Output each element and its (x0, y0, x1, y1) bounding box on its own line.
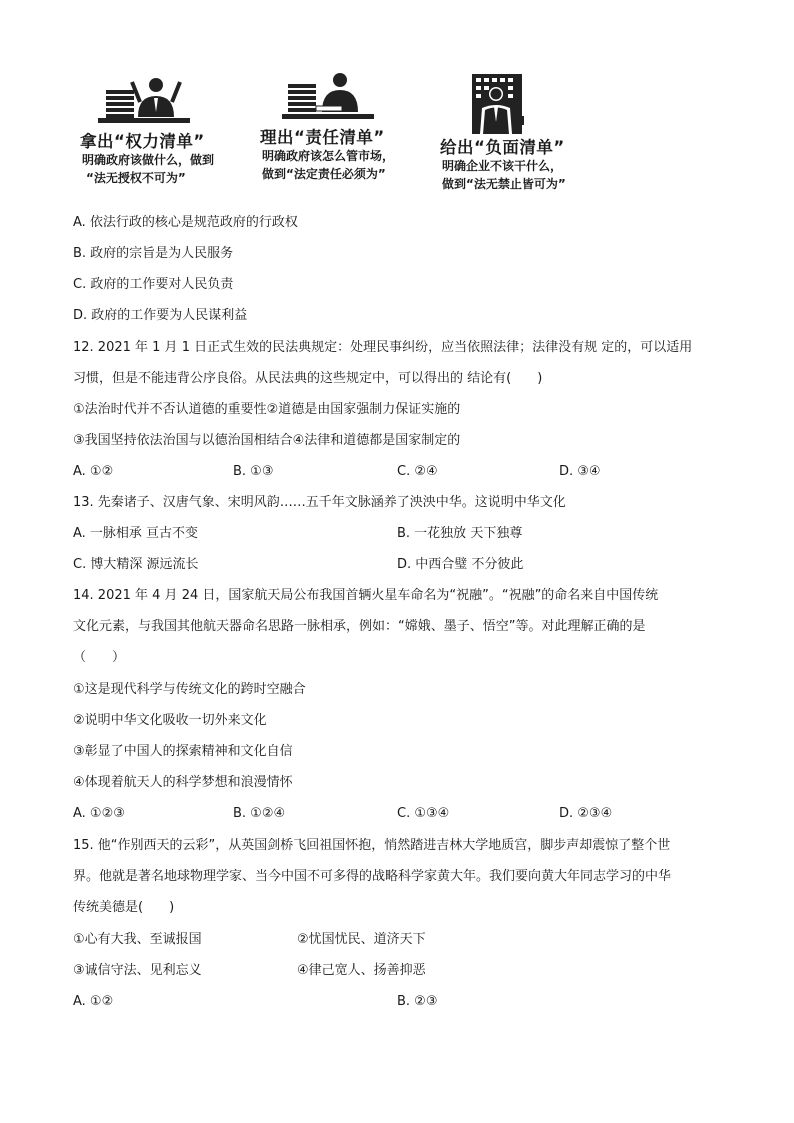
person-at-desk-icon (256, 72, 431, 132)
q14-statement-3: ③彰显了中国人的探索精神和文化自信 (73, 744, 293, 759)
q12-stem-line-1: 12. 2021 年 1 月 1 日正式生效的民法典规定：处理民事纠纷，应当依照法律；法律没有规 定的，可以适用 (73, 340, 693, 355)
q15-stem-line-3: 传统美德是( ) (73, 900, 175, 915)
panel-power-list (76, 72, 251, 196)
panel-title: 给出“负面清单” (440, 138, 565, 157)
q13-option-b: B. 一花独放 天下独尊 (397, 526, 523, 541)
panel-desc-1: 明确政府该怎么管市场， (262, 149, 395, 163)
panel-title: 拿出“权力清单” (80, 132, 205, 151)
illustration-strip (76, 72, 596, 196)
q14-option-b: B. ①②④ (233, 806, 286, 821)
q14-option-c: C. ①③④ (397, 806, 450, 821)
q14-stem-line-3: （ ） (73, 650, 126, 665)
q15-stem-line-2: 界。他就是著名地球物理学家、当今中国不可多得的战略科学家黄大年。我们要向黄大年同志学习的中华 (73, 869, 672, 884)
q11-option-c: C. 政府的工作要对人民负责 (73, 277, 234, 292)
panel-title: 理出“责任清单” (260, 128, 385, 147)
q12-stem-line-2: 习惯，但是不能违背公序良俗。从民法典的这些规定中，可以得出的 结论有( ) (73, 371, 543, 386)
q15-statement-4: ④律己宽人、扬善抑恶 (297, 963, 426, 978)
q15-option-b: B. ②③ (397, 994, 438, 1009)
q15-statement-2: ②忧国忧民、道济天下 (297, 932, 426, 947)
q14-statement-2: ②说明中华文化吸收一切外来文化 (73, 713, 267, 728)
panel-desc-2: “法无授权不可为” (86, 171, 186, 185)
q13-option-d: D. 中西合璧 不分彼此 (397, 557, 524, 572)
q12-option-c: C. ②④ (397, 464, 438, 479)
q13-stem: 13. 先秦诸子、汉唐气象、宋明风韵……五千年文脉涵养了泱泱中华。这说明中华文化 (73, 495, 566, 510)
q11-option-b: B. 政府的宗旨是为人民服务 (73, 246, 234, 261)
q15-option-a: A. ①② (73, 994, 114, 1009)
panel-desc-2: 做到“法无禁止皆可为” (442, 177, 566, 191)
businessman-building-icon (436, 72, 601, 134)
q14-option-a: A. ①②③ (73, 806, 125, 821)
q14-statement-4: ④体现着航天人的科学梦想和浪漫情怀 (73, 775, 293, 790)
q14-stem-line-1: 14. 2021 年 4 月 24 日，国家航天局公布我国首辆火星车命名为“祝融”。“祝融”的命名来自中国传统 (73, 588, 659, 603)
panel-desc-2: 做到“法定责任必须为” (262, 167, 386, 181)
panel-negative-list (436, 72, 601, 196)
q14-option-d: D. ②③④ (559, 806, 613, 821)
q12-statements-2: ③我国坚持依法治国与以德治国相结合④法律和道德都是国家制定的 (73, 433, 461, 448)
q11-option-d: D. 政府的工作要为人民谋利益 (73, 308, 248, 323)
q12-option-a: A. ①② (73, 464, 114, 479)
q15-statement-1: ①心有大我、至诚报国 (73, 932, 202, 947)
q15-stem-line-1: 15. 他“作别西天的云彩”，从英国剑桥飞回祖国怀抱，悄然踏进吉林大学地质宫，脚步声却震惊了整个世 (73, 838, 671, 853)
q14-statement-1: ①这是现代科学与传统文化的跨时空融合 (73, 682, 306, 697)
q12-option-b: B. ①③ (233, 464, 274, 479)
q13-option-c: C. 博大精深 源远流长 (73, 557, 199, 572)
q13-option-a: A. 一脉相承 亘古不变 (73, 526, 199, 541)
q15-statement-3: ③诚信守法、见利忘义 (73, 963, 202, 978)
panel-responsibility-list (256, 72, 431, 196)
q14-stem-line-2: 文化元素，与我国其他航天器命名思路一脉相承，例如：“嫦娥、墨子、悟空”等。对此理解正确的是 (73, 619, 646, 634)
q11-option-a: A. 依法行政的核心是规范政府的行政权 (73, 215, 298, 230)
panel-desc-1: 明确政府该做什么，做到 (82, 153, 215, 167)
q12-option-d: D. ③④ (559, 464, 601, 479)
person-with-documents-icon (76, 72, 251, 132)
q12-statements-1: ①法治时代并不否认道德的重要性②道德是由国家强制力保证实施的 (73, 402, 461, 417)
panel-desc-1: 明确企业不该干什么， (442, 159, 563, 173)
